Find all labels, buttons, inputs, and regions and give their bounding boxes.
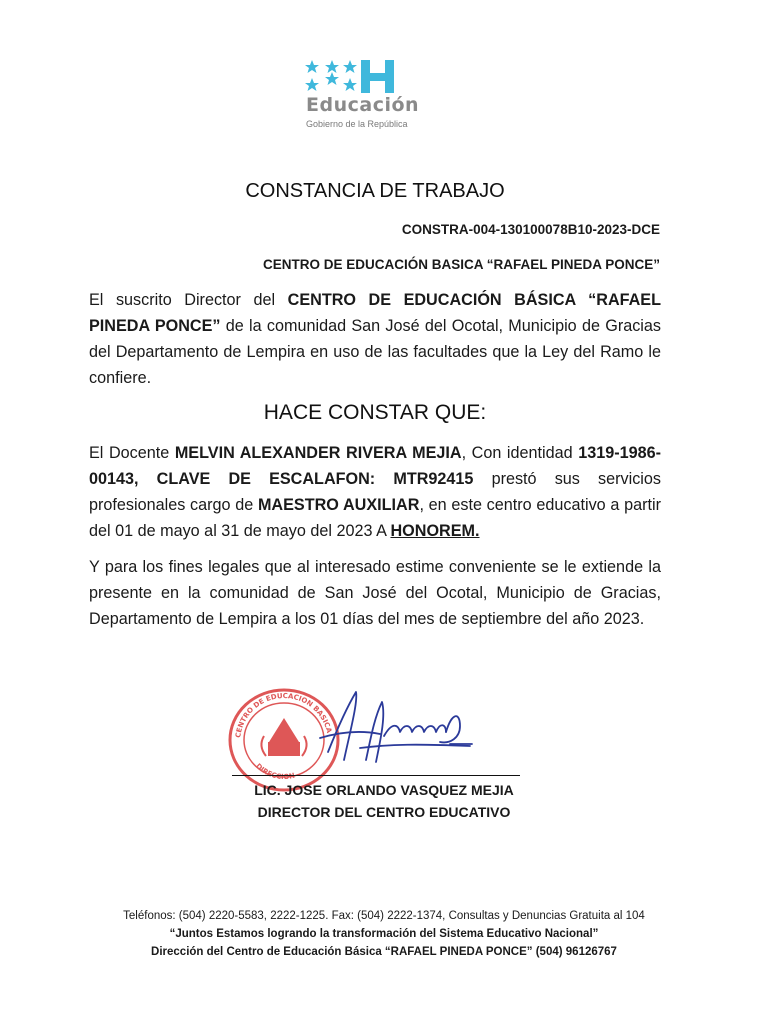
- intro-paragraph: [89, 287, 661, 391]
- decl-text-4: , en este centro educativo a partir del 01 de mayo al 31 de mayo del 2023 A: [89, 496, 661, 540]
- letter-h-icon: [361, 60, 394, 93]
- closing-paragraph: Y para los fines legales que al interesado estime conveniente se le extiende la presente en la comunidad de San José del Ocotal, Municipio de Gracias, Departamento de Lempira a los 01 días del mes de septiembre del año 2023.: [89, 558, 661, 628]
- signer-name: [0, 782, 768, 798]
- school-name-line: CENTRO DE EDUCACIÓN BASICA “RAFAEL PINEDA PONCE”: [262, 257, 660, 272]
- teacher-position: MAESTRO AUXILIAR: [257, 496, 420, 514]
- declaration-paragraph: [89, 440, 661, 544]
- decl-text-3: prestó sus servicios profesionales cargo de: [89, 470, 661, 514]
- honorem-text: HONOREM.: [390, 522, 480, 540]
- teacher-name: MELVIN ALEXANDER RIVERA MEJIA: [174, 444, 462, 462]
- decl-text-2: , Con identidad: [461, 444, 579, 462]
- footer-slogan: “Juntos Estamos logrando la transformación del Sistema Educativo Nacional”: [169, 928, 599, 940]
- document-title-text: CONSTANCIA DE TRABAJO: [245, 180, 505, 202]
- declaration-heading: [0, 401, 768, 425]
- footer-school-phone: Dirección del Centro de Educación Básica “RAFAEL PINEDA PONCE” (504) 96126767: [151, 946, 617, 958]
- stamp-top-text: CENTRO DE EDUCACION BASICA: [234, 691, 334, 739]
- handwritten-signature: [300, 682, 480, 772]
- decl-text-1: El Docente: [89, 444, 175, 462]
- intro-school-name: CENTRO DE EDUCACIÓN BÁSICA “RAFAEL PINEDA PONCE”: [89, 291, 661, 335]
- declaration-heading-text: HACE CONSTAR QUE:: [263, 401, 487, 424]
- document-title: [0, 180, 768, 203]
- intro-text-2: de la comunidad San José del Ocotal, Municipio de Gracias del Departamento de Lempira en uso de las facultades que la Ley del Ramo le confiere.: [89, 317, 662, 387]
- stars-icon: [305, 60, 357, 91]
- intro-text-1: El suscrito Director del: [89, 291, 288, 309]
- stamp-bottom-text: DIRECCION: [254, 762, 296, 782]
- document-code: CONSTRA-004-130100078B10-2023-DCE: [401, 222, 660, 237]
- teacher-id: 1319-1986-00143, CLAVE DE ESCALAFON: MTR92415: [89, 444, 661, 488]
- signer-name-text: LIC. JOSE ORLANDO VASQUEZ MEJIA: [254, 782, 514, 798]
- footer-contact: Teléfonos: (504) 2220-5583, 2222-1225. Fax: (504) 2222-1374, Consultas y Denuncias Gratuita al 104: [123, 910, 645, 922]
- logo-wordmark: Educación: [306, 94, 420, 116]
- signer-title: DIRECTOR DEL CENTRO EDUCATIVO: [257, 804, 511, 820]
- logo-subtitle: Gobierno de la República: [306, 119, 408, 129]
- signature-line: [232, 775, 520, 776]
